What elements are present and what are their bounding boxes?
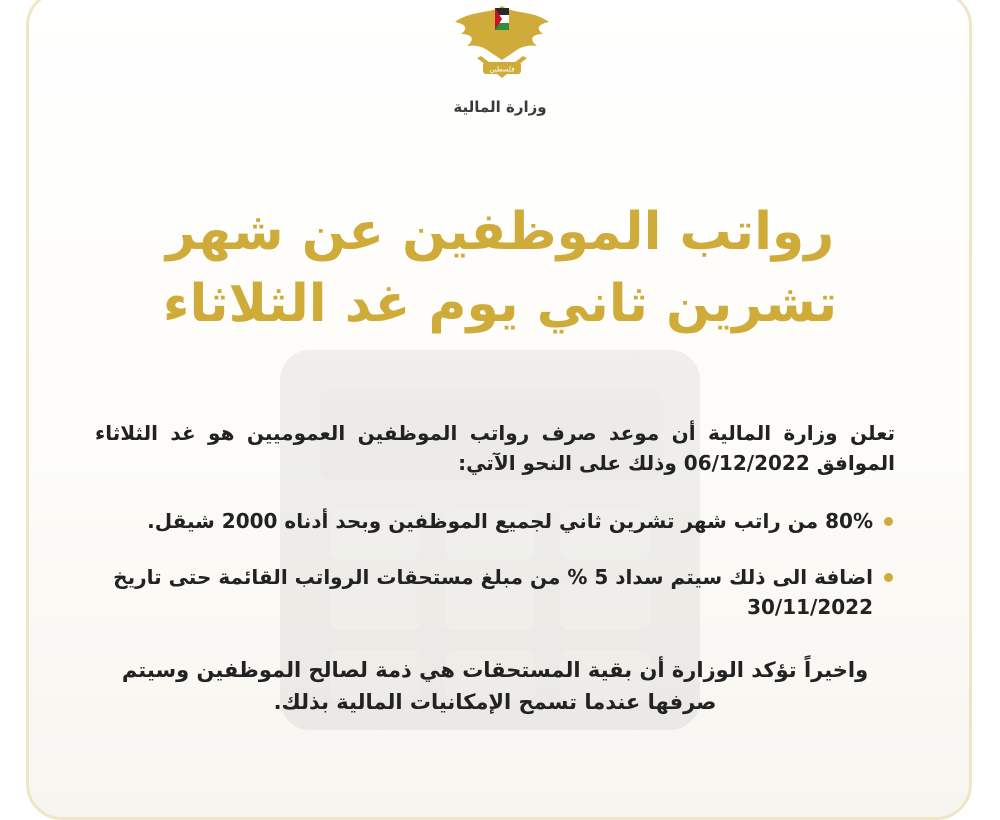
announcement-body xyxy=(95,418,895,718)
palestine-eagle-emblem-icon xyxy=(447,0,557,82)
bullet-list xyxy=(95,506,895,622)
headline-line-2: تشرين ثاني يوم غد الثلاثاء xyxy=(162,274,838,334)
headline-line-1: رواتب الموظفين عن شهر xyxy=(165,202,835,262)
intro-paragraph: تعلن وزارة المالية أن موعد صرف رواتب الموظفين العموميين هو غد الثلاثاء الموافق 06/12/2022 وذلك على النحو الآتي: xyxy=(95,421,895,475)
page-title xyxy=(100,196,900,340)
list-item xyxy=(95,506,895,536)
ministry-name: وزارة المالية xyxy=(453,98,547,116)
list-item xyxy=(95,562,895,622)
bullet-text-1: 80% من راتب شهر تشرين ثاني لجميع الموظفين وبحد أدناه 2000 شيقل. xyxy=(147,509,873,533)
bullet-text-2: اضافة الى ذلك سيتم سداد 5 % من مبلغ مستحقات الرواتب القائمة حتى تاريخ 30/11/2022 xyxy=(113,565,873,619)
emblem-text: فلسطين xyxy=(489,65,515,74)
closing-paragraph: واخيراً تؤكد الوزارة أن بقية المستحقات هي ذمة لصالح الموظفين وسيتم صرفها عندما تسمح الإمكانيات المالية بذلك. xyxy=(121,658,869,714)
bullet-dot-icon xyxy=(884,517,893,526)
bullet-dot-icon xyxy=(884,573,893,582)
